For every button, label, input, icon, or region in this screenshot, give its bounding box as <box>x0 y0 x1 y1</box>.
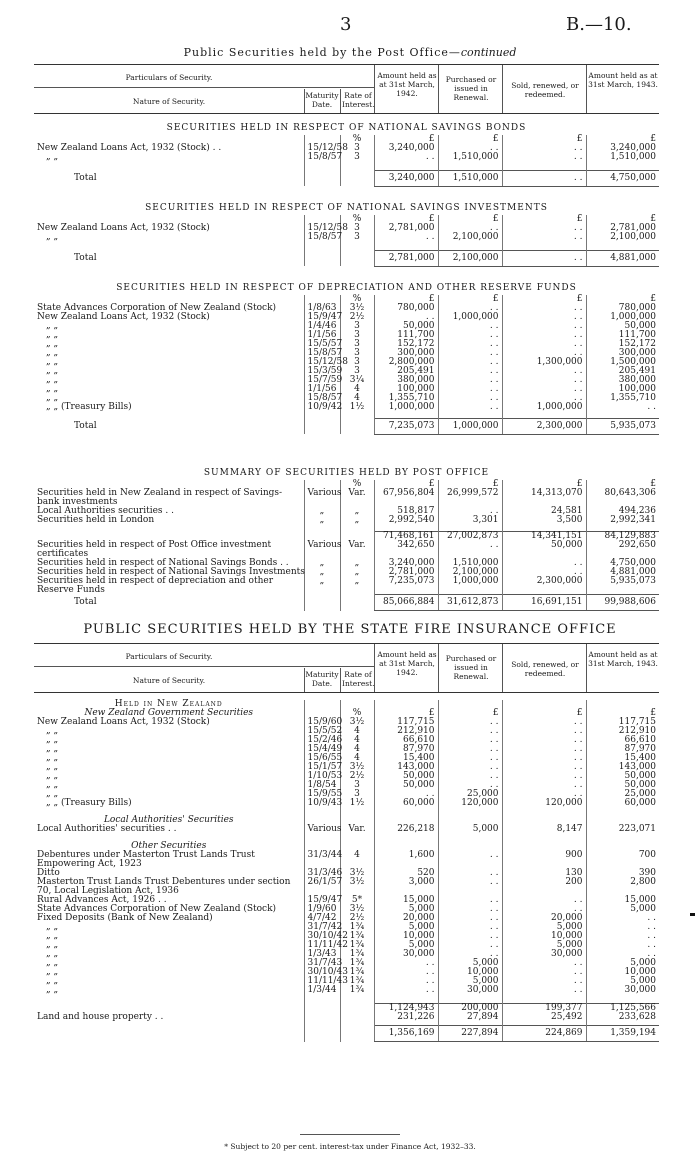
column-header-1 <box>34 64 659 114</box>
col-particulars: Particulars of Security. <box>125 73 213 82</box>
table-row: „ „ (Treasury Bills) 10/9/42 1½ 1,000,000 . . 1,000,000 . . <box>34 403 659 412</box>
col-particulars: Particulars of Security. <box>125 652 213 661</box>
table-row: Fixed Deposits (Bank of New Zealand) 4/7/42 2½ 20,000 . . 20,000 . . <box>34 914 659 923</box>
table-row: „ „ 30/10/42 1¾ 10,000 . . 10,000 . . <box>34 932 659 941</box>
savings-investments-table <box>34 215 659 267</box>
title-continued: continued <box>460 46 517 59</box>
table-row: „ „ 15/12/58 3 2,800,000 . . 1,300,000 1,500,000 <box>34 358 659 367</box>
subtotal-row: 1,124,943 200,000 199,377 1,125,566 <box>34 1003 659 1013</box>
table-row: New Zealand Loans Act, 1932 (Stock) 15/12/58 3 2,781,000 . . . . 2,781,000 <box>34 224 659 233</box>
units-row: % £ £ £ £ <box>34 295 659 304</box>
col-sold: Sold, renewed, or redeemed. <box>511 81 579 99</box>
table-row: „ „ 15/6/55 4 15,400 . . . . 15,400 <box>34 754 659 763</box>
table-row: „ „ 15/8/57 3 . . 1,510,000 . . 1,510,000 <box>34 153 659 162</box>
col-purchased: Purchased or issued in Renewal. <box>445 75 497 102</box>
table-row: „ „ 1/3/44 1¾ . . 30,000 . . 30,000 <box>34 986 659 995</box>
total-row: 1,356,169 227,894 224,869 1,359,194 <box>34 1026 659 1042</box>
table-row: Securities held in respect of National Savings Investments „ „ 2,781,000 2,100,000 . . 4,881,000 <box>34 568 659 577</box>
units-row: % £ £ £ £ <box>34 480 659 489</box>
table-row: New Zealand Loans Act, 1932 (Stock) 15/9/60 3½ 117,715 . . . . 117,715 <box>34 718 659 727</box>
col-held-1942: Amount held as at 31st March, 1942. <box>377 650 437 677</box>
col-held-1942: Amount held as at 31st March, 1942. <box>377 71 437 98</box>
table-row: „ „ 15/7/59 3¼ 380,000 . . . . 380,000 <box>34 376 659 385</box>
subtotal-row: 71,468,161 27,002,873 14,341,151 84,129,883 <box>34 531 659 541</box>
col-held-1943: Amount held as at 31st March, 1943. <box>588 650 658 668</box>
table-row: „ „ 11/11/42 1¾ 5,000 . . 5,000 . . <box>34 941 659 950</box>
table-row: „ „ (Treasury Bills) 10/9/43 1½ 60,000 120,000 120,000 60,000 <box>34 799 659 808</box>
table-row: „ „ 1/4/46 3 50,000 . . . . 50,000 <box>34 322 659 331</box>
table-row: „ „ 15/2/46 4 66,610 . . . . 66,610 <box>34 736 659 745</box>
title-text: Public Securities held by the Post Office— <box>183 46 461 59</box>
table-row: „ „ 15/9/55 3 . . 25,000 . . 25,000 <box>34 790 659 799</box>
section-heading-savings-investments: SECURITIES HELD IN RESPECT OF NATIONAL SAVINGS INVESTMENTS <box>145 203 548 213</box>
total-row: Total 85,066,884 31,612,873 16,691,151 99,988,606 <box>34 595 659 611</box>
subheading-nz-gov: New Zealand Government Securities % £ £ £ £ <box>34 709 659 718</box>
col-nature: Nature of Security. <box>132 97 206 106</box>
units-row: % £ £ £ £ <box>34 135 659 144</box>
table-row: „ „ 15/5/57 3 152,172 . . . . 152,172 <box>34 340 659 349</box>
page-number: 3 <box>340 14 352 35</box>
total-row: Total 3,240,000 1,510,000 . . 4,750,000 <box>34 170 659 186</box>
section-heading-summary: SUMMARY OF SECURITIES HELD BY POST OFFICE <box>203 468 490 478</box>
table-row: Masterton Trust Lands Trust Debentures under section 70, Local Legislation Act, 1936 26/1/57 3½ 3,000 . . 200 2,800 <box>34 878 659 896</box>
units-row: % £ £ £ £ <box>34 215 659 224</box>
savings-bonds-table <box>34 135 659 187</box>
table-row: „ „ 15/8/57 3 . . 2,100,000 . . 2,100,000 <box>34 233 659 242</box>
summary-table <box>34 480 659 611</box>
table-row: „ „ 30/10/43 1¾ . . 10,000 . . 10,000 <box>34 968 659 977</box>
table-row: „ „ 31/7/42 1¾ 5,000 . . 5,000 . . <box>34 923 659 932</box>
table-row: Land and house property . . 231,226 27,894 25,492 233,628 <box>34 1013 659 1022</box>
section-heading-savings-bonds: SECURITIES HELD IN RESPECT OF NATIONAL SAVINGS BONDS <box>166 123 527 133</box>
footnote-rule <box>300 1134 400 1135</box>
total-row: Total 7,235,073 1,000,000 2,300,000 5,935,073 <box>34 418 659 434</box>
table-row: New Zealand Loans Act, 1932 (Stock) . . 15/12/58 3 3,240,000 . . . . 3,240,000 <box>34 144 659 153</box>
col-sold: Sold, renewed, or redeemed. <box>511 660 579 678</box>
table-row: „ „ 15/3/59 3 205,491 . . . . 205,491 <box>34 367 659 376</box>
col-nature: Nature of Security. <box>132 676 206 685</box>
subheading-local: Local Authorities' Securities <box>34 816 659 825</box>
table-row: „ „ 15/8/57 3 300,000 . . . . 300,000 <box>34 349 659 358</box>
fire-insurance-table <box>34 700 659 1042</box>
col-maturity: Maturity Date. <box>305 670 339 688</box>
table-row: Securities held in New Zealand in respect of Savings-bank investments Various Var. 67,956,804 26,999,572 14,313,070 80,643,306 <box>34 489 659 507</box>
table-row: „ „ 15/4/49 4 87,970 . . . . 87,970 <box>34 745 659 754</box>
table-row: „ „ 15/1/57 3½ 143,000 . . . . 143,000 <box>34 763 659 772</box>
table-row: State Advances Corporation of New Zealand (Stock) 1/8/63 3½ 780,000 . . . . 780,000 <box>34 304 659 313</box>
page-title <box>0 46 700 59</box>
table-row: „ „ 15/5/52 4 212,910 . . . . 212,910 <box>34 727 659 736</box>
col-held-1943: Amount held as at 31st March, 1943. <box>588 71 658 89</box>
table-row: Ditto 31/3/46 3½ 520 . . 130 390 <box>34 869 659 878</box>
second-title: PUBLIC SECURITIES HELD BY THE STATE FIRE INSURANCE OFFICE <box>83 622 617 637</box>
table-row: „ „ 1/1/56 4 100,000 . . . . 100,000 <box>34 385 659 394</box>
subheading-other: Other Securities <box>34 842 659 851</box>
reserve-funds-table <box>34 295 659 435</box>
table-row: Rural Advances Act, 1926 . . 15/9/47 5* 15,000 . . . . 15,000 <box>34 896 659 905</box>
table-row: „ „ 1/3/43 1¾ 30,000 . . 30,000 . . <box>34 950 659 959</box>
table-row: Securities held in respect of depreciation and other Reserve Funds „ „ 7,235,073 1,000,000 2,300,000 5,935,073 <box>34 577 659 595</box>
col-maturity: Maturity Date. <box>305 91 339 109</box>
table-row: Securities held in respect of Post Office investment certificates Various Var. 342,650 . . 50,000 292,650 <box>34 541 659 559</box>
total-row: Total 2,781,000 2,100,000 . . 4,881,000 <box>34 250 659 266</box>
table-row: „ „ 1/10/53 2½ 50,000 . . . . 50,000 <box>34 772 659 781</box>
footnote: * Subject to 20 per cent. interest-tax under Finance Act, 1932–33. <box>224 1142 476 1151</box>
table-row: „ „ 11/11/43 1¾ . . 5,000 . . 5,000 <box>34 977 659 986</box>
table-row: Securities held in London „ „ 2,992,540 3,301 3,500 2,992,341 <box>34 516 659 525</box>
table-row: „ „ 1/8/54 3 50,000 . . . . 50,000 <box>34 781 659 790</box>
section-heading-reserve-funds: SECURITIES HELD IN RESPECT OF DEPRECIATION AND OTHER RESERVE FUNDS <box>116 283 577 293</box>
document-reference: B.—10. <box>566 14 632 35</box>
table-row: Securities held in respect of National Savings Bonds . . „ „ 3,240,000 1,510,000 . . 4,750,000 <box>34 559 659 568</box>
table-row: New Zealand Loans Act, 1932 (Stock) 15/9/47 2½ . . 1,000,000 . . 1,000,000 <box>34 313 659 322</box>
col-rate: Rate of Interest. <box>342 91 375 109</box>
table-row: State Advances Corporation of New Zealand (Stock) 1/9/60 3½ 5,000 . . . . 5,000 <box>34 905 659 914</box>
table-row: „ „ 31/7/43 1¾ . . 5,000 . . 5,000 <box>34 959 659 968</box>
col-purchased: Purchased or issued in Renewal. <box>445 654 497 681</box>
table-row: „ „ 15/8/57 4 1,355,710 . . . . 1,355,710 <box>34 394 659 403</box>
table-row: Debentures under Masterton Trust Lands Trust Empowering Act, 1923 31/3/44 4 1,600 . . 900 700 <box>34 851 659 869</box>
subheading-held-nz: Held in New Zealand <box>34 700 659 709</box>
table-row: Local Authorities securities . . „ „ 518,817 . . 24,581 494,236 <box>34 507 659 516</box>
table-row: Local Authorities' securities . . Various Var. 226,218 5,000 8,147 223,071 <box>34 825 659 834</box>
column-header-2 <box>34 643 659 693</box>
table-row: „ „ 1/1/56 3 111,700 . . . . 111,700 <box>34 331 659 340</box>
col-rate: Rate of Interest. <box>342 670 375 688</box>
margin-mark <box>690 913 695 916</box>
